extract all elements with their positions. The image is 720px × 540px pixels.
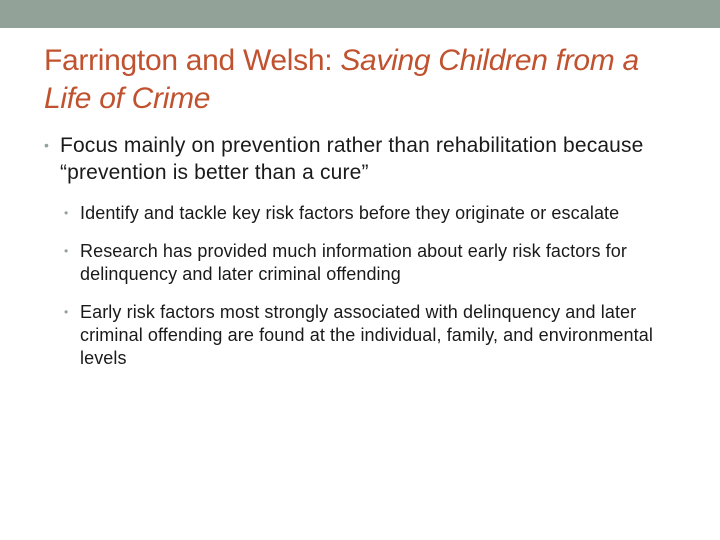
sub-bullet [64, 301, 684, 370]
sub-bullet [64, 202, 684, 225]
sub-bullet-list [44, 202, 684, 370]
title-plain-text: Farrington and Welsh: [44, 44, 341, 77]
bullet-icon: • [64, 206, 69, 220]
sub-bullet [64, 240, 684, 286]
bullet-icon: • [44, 137, 50, 153]
sub-bullet-text: Early risk factors most strongly associated with delinquency and later criminal offending are found at the individual, family, and environmental levels [80, 302, 653, 368]
sub-bullet-text: Research has provided much information about early risk factors for delinquency and later criminal offending [80, 241, 627, 284]
slide-body [44, 132, 684, 385]
bullet-icon: • [64, 305, 69, 319]
bullet-icon: • [64, 244, 69, 258]
main-bullet-text: Focus mainly on prevention rather than rehabilitation because “prevention is better than a cure” [60, 134, 644, 184]
main-bullet [44, 132, 684, 186]
slide-title [44, 42, 694, 118]
sub-bullet-text: Identify and tackle key risk factors before they originate or escalate [80, 203, 620, 223]
title-italic-text: Saving Children from a Life of Crime [44, 44, 639, 115]
top-accent-bar [0, 0, 720, 28]
